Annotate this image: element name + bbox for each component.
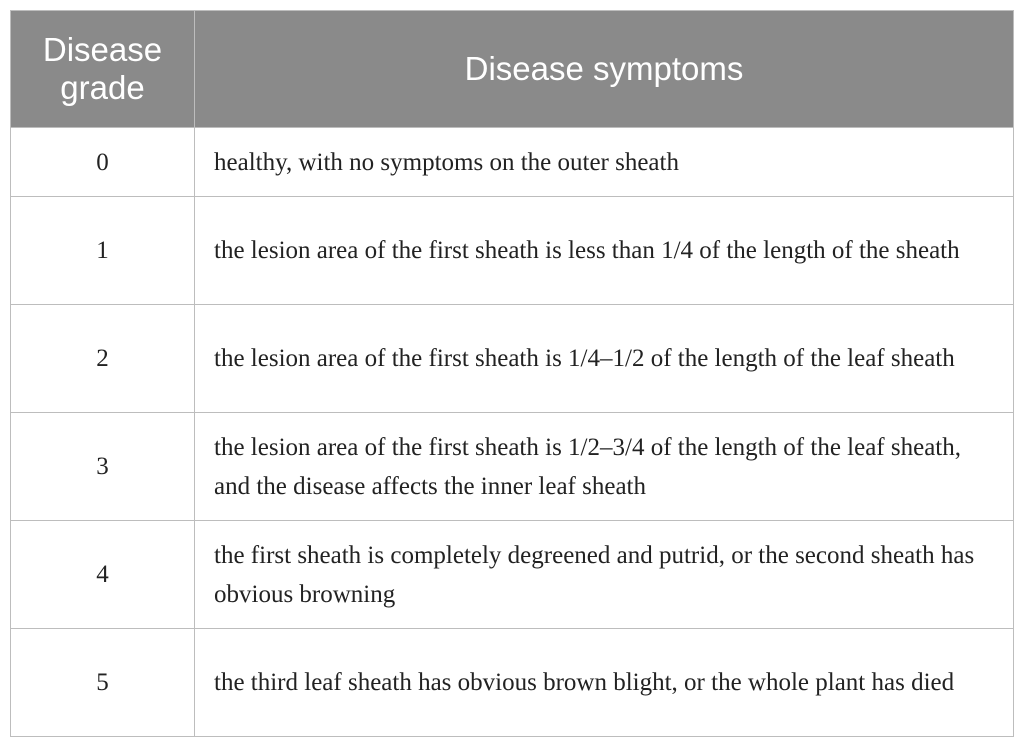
table-row	[11, 521, 1014, 629]
table-row	[11, 305, 1014, 413]
disease-grade-table-container	[10, 10, 1013, 737]
header-disease-grade	[11, 11, 195, 128]
symptom-cell: the lesion area of the first sheath is 1/2–3/4 of the length of the leaf sheath, and the disease affects the inner leaf sheath	[195, 413, 1014, 521]
disease-grade-table	[10, 10, 1014, 737]
header-row	[11, 11, 1014, 128]
grade-cell: 0	[11, 128, 195, 197]
symptom-cell: the lesion area of the first sheath is less than 1/4 of the length of the sheath	[195, 197, 1014, 305]
header-disease-symptoms: Disease symptoms	[195, 11, 1014, 128]
grade-cell: 4	[11, 521, 195, 629]
symptom-cell: the third leaf sheath has obvious brown blight, or the whole plant has died	[195, 629, 1014, 737]
grade-cell: 5	[11, 629, 195, 737]
grade-cell: 2	[11, 305, 195, 413]
grade-cell: 1	[11, 197, 195, 305]
header-grade-line2: grade	[60, 69, 145, 106]
symptom-cell: the lesion area of the first sheath is 1/4–1/2 of the length of the leaf sheath	[195, 305, 1014, 413]
table-row	[11, 128, 1014, 197]
grade-cell: 3	[11, 413, 195, 521]
table-row	[11, 413, 1014, 521]
table-row	[11, 197, 1014, 305]
header-grade-line1: Disease	[42, 31, 163, 68]
table-row	[11, 629, 1014, 737]
symptom-cell: the first sheath is completely degreened and putrid, or the second sheath has obvious browning	[195, 521, 1014, 629]
symptom-cell: healthy, with no symptoms on the outer sheath	[195, 128, 1014, 197]
